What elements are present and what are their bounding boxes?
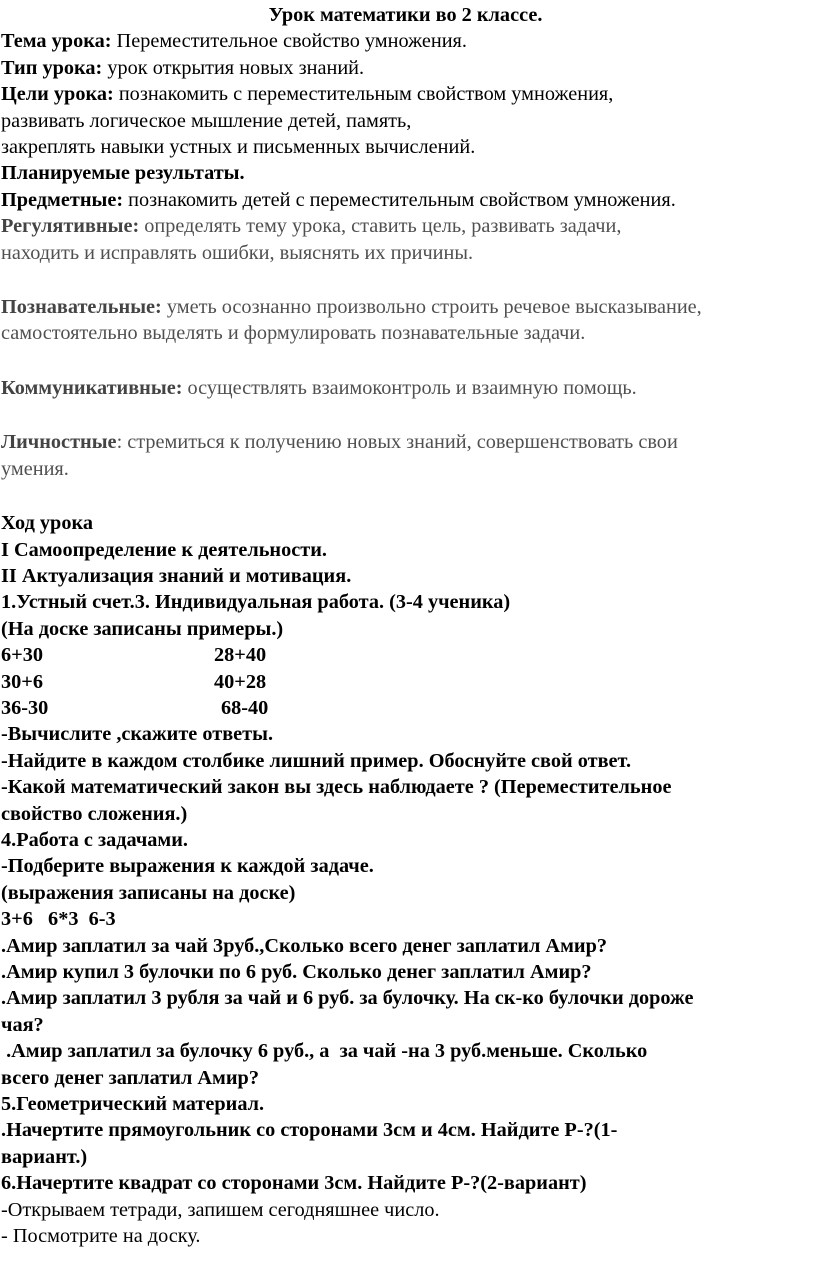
- topic-label: Тема урока:: [1, 30, 112, 53]
- topic-line: [1, 28, 810, 54]
- lesson-title: Урок математики во 2 классе.: [268, 4, 543, 26]
- personal-label: Личностные: [1, 431, 117, 454]
- regulatory-label: Регулятивные:: [1, 215, 140, 238]
- task-4-line-2: всего денег заплатил Амир?: [1, 1066, 259, 1089]
- goals-line-3: закреплять навыки устных и письменных вычислений.: [1, 136, 476, 159]
- question-2: -Найдите в каждом столбике лишний пример. Обоснуйте свой ответ.: [1, 749, 632, 772]
- example-row: [1, 669, 810, 695]
- type-label: Тип урока:: [1, 56, 103, 79]
- goals-label: Цели урока:: [1, 83, 114, 106]
- task-1: .Амир заплатил за чай 3руб.,Сколько всего денег заплатил Амир?: [1, 934, 608, 957]
- regulatory-line-2: находить и исправлять ошибки, выяснять их причины.: [1, 241, 474, 264]
- task-4-line-1: .Амир заплатил за булочку 6 руб., а за чай -на 3 руб.меньше. Сколько: [1, 1040, 648, 1063]
- example-row: [1, 695, 810, 721]
- personal-line-2: умения.: [1, 457, 69, 480]
- goals-line-1: [1, 81, 810, 107]
- cognitive-text-1: уметь осознанно произвольно строить речевое высказывание,: [161, 296, 702, 319]
- subject-line: [1, 187, 810, 213]
- regulatory-block: [1, 213, 810, 266]
- personal-block: [1, 429, 810, 482]
- section-1: I Самоопределение к деятельности.: [1, 538, 327, 561]
- personal-text-1: : стремиться к получению новых знаний, совершенствовать свои: [116, 431, 678, 454]
- cognitive-line-1: [1, 294, 810, 320]
- task-3-line-2: чая?: [1, 1013, 44, 1036]
- board-note: (На доске записаны примеры.): [1, 617, 284, 640]
- example-row: [1, 642, 810, 668]
- cognitive-label: Познавательные:: [1, 296, 162, 319]
- oral-count-line: 1.Устный счет.3. Индивидуальная работа. (3-4 ученика): [1, 591, 511, 614]
- personal-line-1: [1, 429, 810, 455]
- cognitive-block: [1, 294, 810, 347]
- question-3-line-1: -Какой математический закон вы здесь наблюдаете ? (Переместительное: [1, 776, 672, 799]
- goals-line-2: развивать логическое мышление детей, память,: [1, 109, 412, 132]
- example-right: 68-40: [221, 696, 269, 719]
- task-3-line-1: .Амир заплатил 3 рубля за чай и 6 руб. за булочку. На ск-ко булочки дороже: [1, 987, 694, 1010]
- course-heading: Ход урока: [1, 512, 93, 535]
- tasks-instruction: -Подберите выражения к каждой задаче.: [1, 855, 374, 878]
- expressions-line: 3+6 6*3 6-3: [1, 908, 116, 931]
- example-right: 28+40: [214, 644, 267, 667]
- subject-label: Предметные:: [1, 188, 124, 211]
- question-3-line-2: свойство сложения.): [1, 802, 188, 825]
- regulatory-line-1: [1, 213, 810, 239]
- spacer: [1, 482, 810, 510]
- board-line: - Посмотрите на доску.: [1, 1225, 201, 1248]
- communicative-line: [1, 375, 810, 401]
- type-text: урок открытия новых знаний.: [102, 56, 365, 79]
- communicative-label: Коммуникативные:: [1, 376, 183, 399]
- example-left: 36-30: [1, 696, 49, 719]
- cognitive-line-2: самостоятельно выделять и формулировать познавательные задачи.: [1, 322, 586, 345]
- section-2: II Актуализация знаний и мотивация.: [1, 564, 352, 587]
- tasks-note: (выражения записаны на доске): [1, 881, 296, 904]
- regulatory-text-1: определять тему урока, ставить цель, развивать задачи,: [139, 215, 622, 238]
- goals-text-1: познакомить с переместительным свойством умножения,: [113, 83, 614, 106]
- geometry-task-2: 6.Начертите квадрат со сторонами 3см. Найдите Р-?(2-вариант): [1, 1172, 587, 1195]
- geometry-heading: 5.Геометрический материал.: [1, 1092, 265, 1115]
- task-2: .Амир купил 3 булочки по 6 руб. Сколько денег заплатил Амир?: [1, 960, 592, 983]
- spacer: [1, 401, 810, 429]
- topic-text: Переместительное свойство умножения.: [111, 30, 467, 53]
- communicative-block: [1, 375, 810, 401]
- example-right: 40+28: [214, 670, 267, 693]
- spacer: [1, 266, 810, 294]
- tasks-heading: 4.Работа с задачами.: [1, 828, 189, 851]
- geometry-task-1-line-2: вариант.): [1, 1145, 88, 1168]
- subject-text: познакомить детей с переместительным свойством умножения.: [123, 188, 676, 211]
- notebook-line: -Открываем тетради, запишем сегодняшнее число.: [1, 1198, 440, 1221]
- example-left: 6+30: [1, 644, 43, 667]
- communicative-text: осуществлять взаимоконтроль и взаимную помощь.: [182, 376, 637, 399]
- spacer: [1, 347, 810, 375]
- example-left: 30+6: [1, 670, 43, 693]
- results-heading: Планируемые результаты.: [1, 162, 245, 185]
- type-line: [1, 55, 810, 81]
- question-1: -Вычислите ,скажите ответы.: [1, 723, 274, 746]
- geometry-task-1-line-1: .Начертите прямоугольник со сторонами 3см и 4см. Найдите Р-?(1-: [1, 1119, 618, 1142]
